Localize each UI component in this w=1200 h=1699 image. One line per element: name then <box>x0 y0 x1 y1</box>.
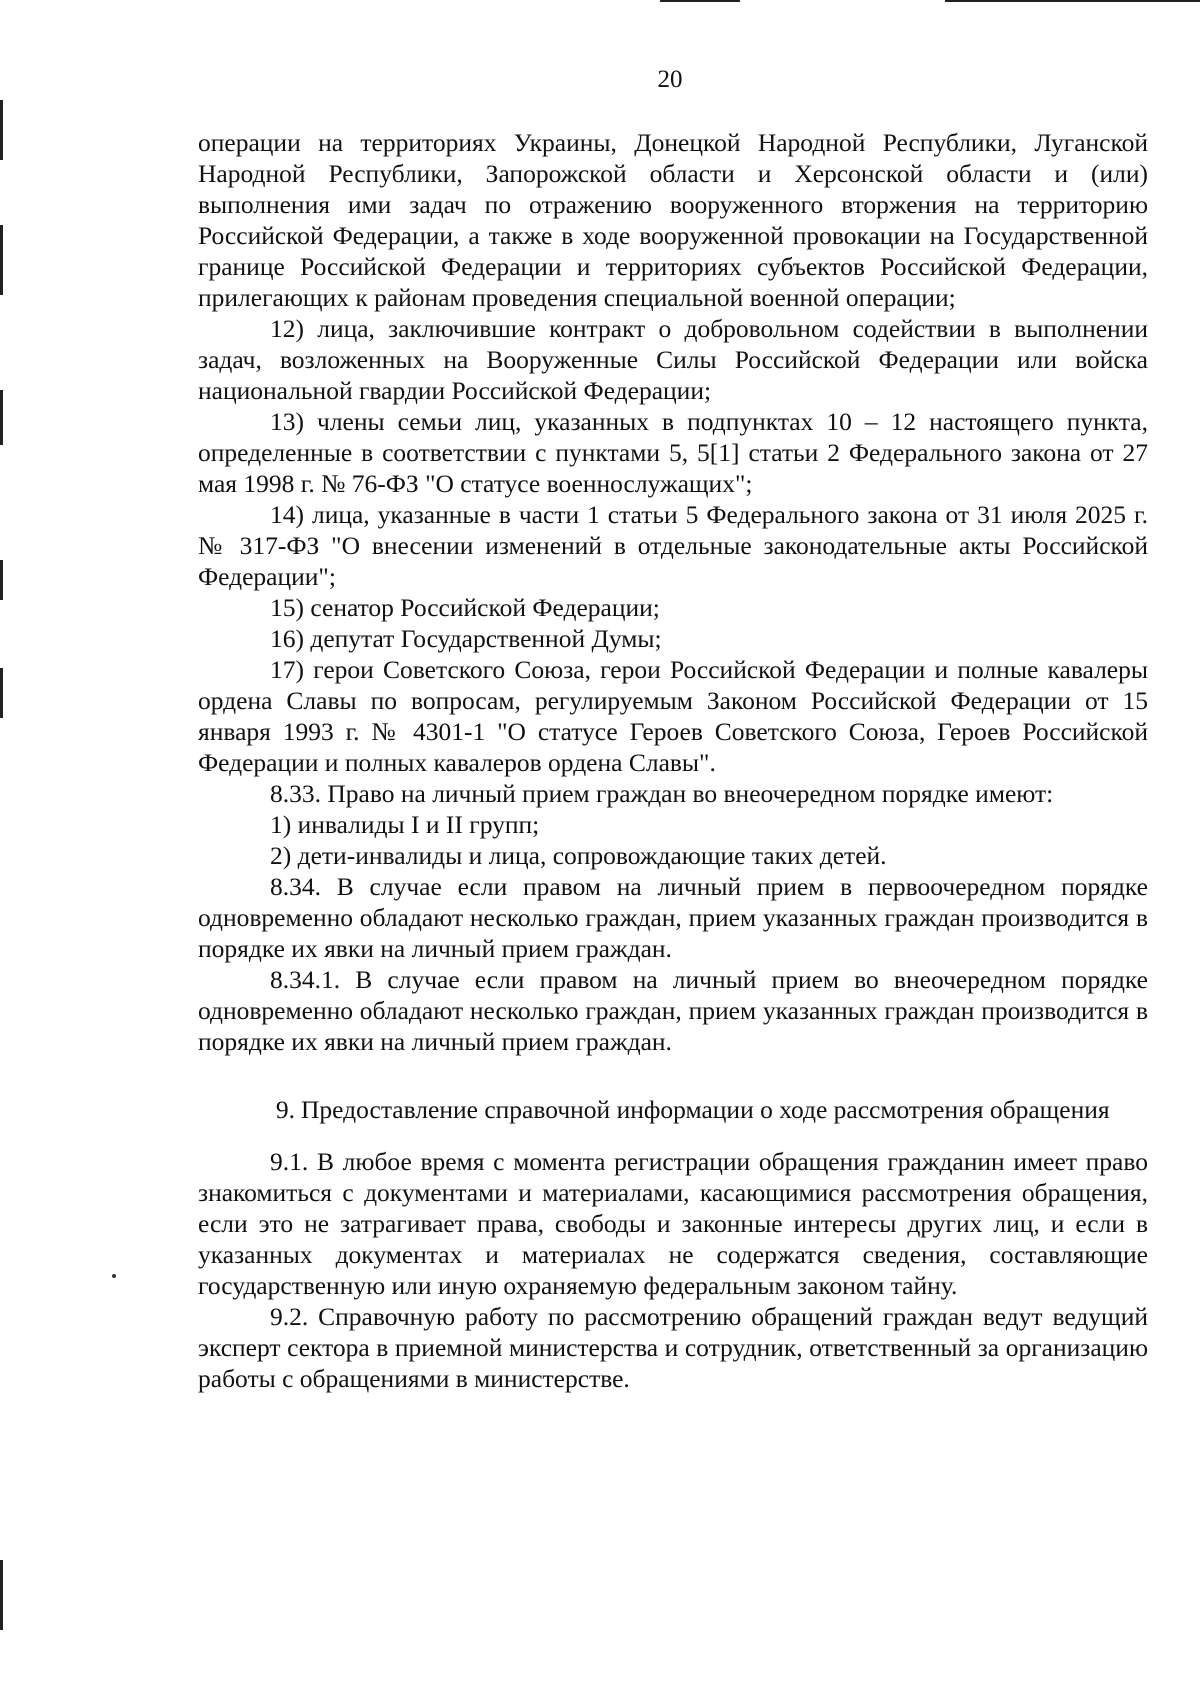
section-number: 9. <box>275 1095 295 1124</box>
paragraph: 1) инвалиды I и II групп; <box>270 810 540 839</box>
scan-edge-mark <box>0 668 3 718</box>
scan-edge-mark <box>0 390 3 445</box>
section-heading <box>198 1097 1148 1122</box>
paragraph: 17) герои Советского Союза, герои Российской Федерации и полные кавалеры ордена Славы по вопросам, регулируемым Законом Российской Федерации от 15 января 1993 г. № 4301-1 "О статусе Героев Советского Союза, Героев Российской Федерации и полных кавалеров ордена Славы". <box>198 655 1148 777</box>
scan-speck <box>112 1274 116 1278</box>
paragraph: 2) дети-инвалиды и лица, сопровождающие таких детей. <box>270 841 887 870</box>
scan-edge-mark <box>0 225 3 295</box>
paragraph: 8.33. Право на личный прием граждан во внеочередном порядке имеют: <box>270 779 1054 808</box>
scan-edge-mark <box>0 1560 3 1630</box>
paragraph: 9.1. В любое время с момента регистрации обращения гражданин имеет право знакомиться с документами и материалами, касающимися рассмотрения обращения, если это не затрагивает права, свободы и законные интересы других лиц, и если в указанных документах и материалах не содержатся сведения, составляющие государственную или иную охраняемую федеральным законом тайну. <box>198 1147 1148 1300</box>
scan-top-mark <box>660 0 740 2</box>
paragraph: 16) депутат Государственной Думы; <box>270 624 662 653</box>
paragraph: 12) лица, заключившие контракт о добровольном содействии в выполнении задач, возложенных на Вооруженные Силы Российской Федерации или войска национальной гвардии Российской Федерации; <box>198 314 1148 405</box>
scan-edge-mark <box>0 100 3 160</box>
section-paragraph-list <box>198 1146 1148 1394</box>
section-title: Предоставление справочной информации о ходе рассмотрения обращения <box>301 1095 1110 1124</box>
scan-edge-mark <box>0 560 3 600</box>
paragraph: операции на территориях Украины, Донецкой Народной Республики, Луганской Народной Республики, Запорожской области и Херсонской области и (или) выполнения ими задач по отражению вооруженного вторжения на территорию Российской Федерации, а также в ходе вооруженной провокации на Государственной границе Российской Федерации и территориях субъектов Российской Федерации, прилегающих к районам проведения специальной военной операции; <box>198 128 1148 312</box>
paragraph: 15) сенатор Российской Федерации; <box>270 593 660 622</box>
document-body <box>198 127 1148 1394</box>
paragraph: 13) члены семьи лиц, указанных в подпунктах 10 – 12 настоящего пункта, определенные в соответствии с пунктами 5, 5[1] статьи 2 Федерального закона от 27 мая 1998 г. № 76-ФЗ "О статусе военнослужащих"; <box>198 407 1148 498</box>
paragraph: 14) лица, указанные в части 1 статьи 5 Федерального закона от 31 июля 2025 г. № 317-ФЗ "О внесении изменений в отдельные законодательные акты Российской Федерации"; <box>198 500 1148 591</box>
paragraph: 8.34. В случае если правом на личный прием в первоочередном порядке одновременно обладают несколько граждан, прием указанных граждан производится в порядке их явки на личный прием граждан. <box>198 872 1148 963</box>
paragraph-list <box>198 127 1148 1057</box>
paragraph: 8.34.1. В случае если правом на личный прием во внеочередном порядке одновременно обладают несколько граждан, прием указанных граждан производится в порядке их явки на личный прием граждан. <box>198 965 1148 1056</box>
paragraph: 9.2. Справочную работу по рассмотрению обращений граждан ведут ведущий эксперт сектора в приемной министерства и сотрудник, ответственный за организацию работы с обращениями в министерстве. <box>198 1302 1148 1393</box>
page-number: 20 <box>657 66 683 93</box>
scan-top-mark <box>945 0 1200 2</box>
